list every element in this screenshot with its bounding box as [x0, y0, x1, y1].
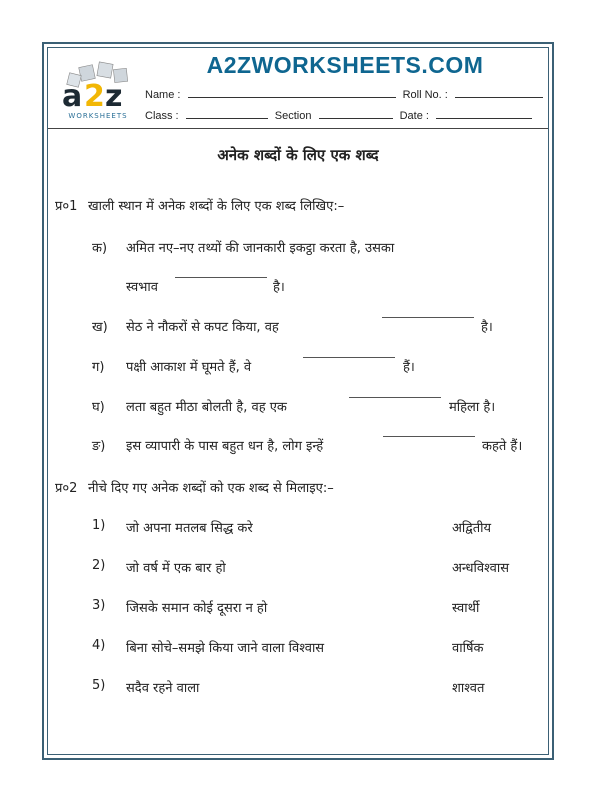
- name-blank[interactable]: [188, 88, 396, 98]
- logo-digit-2: 2: [84, 79, 105, 114]
- q1-item-label: ग): [92, 360, 105, 375]
- q2-item-label: 4): [92, 638, 106, 653]
- q1-item-text: है।: [273, 280, 285, 295]
- q1-number: प्र०1: [55, 199, 78, 214]
- q1-item-label: क): [92, 241, 108, 256]
- q1-item-text: महिला है।: [449, 400, 496, 415]
- class-blank[interactable]: [186, 109, 268, 119]
- site-title: A2ZWORKSHEETS.COM: [206, 52, 484, 78]
- a2z-logo: [58, 60, 138, 122]
- q2-item-label: 3): [92, 598, 106, 613]
- q2-item-left: जो अपना मतलब सिद्ध करे: [126, 521, 253, 536]
- answer-blank[interactable]: [382, 317, 474, 318]
- q1-item-text: अमित नए–नए तथ्यों की जानकारी इकट्ठा करता है, उसका: [126, 241, 395, 256]
- logo-subtext: WORKSHEETS: [68, 112, 128, 120]
- q1-item-text: सेठ ने नौकरों से कपट किया, वह: [126, 320, 279, 335]
- date-blank[interactable]: [436, 109, 532, 119]
- section-label: Section: [274, 110, 312, 122]
- q2-item-left: बिना सोचे–समझे किया जाने वाला विश्वास: [126, 641, 325, 656]
- q1-item-text: है।: [481, 320, 493, 335]
- header-divider: [48, 128, 548, 129]
- q2-item-label: 1): [92, 518, 106, 533]
- q2-number: प्र०2: [55, 481, 78, 496]
- q1-item-label: ख): [92, 320, 108, 335]
- q2-item-left: जिसके समान कोई दूसरा न हो: [126, 601, 268, 616]
- roll-label: Roll No. :: [402, 89, 448, 101]
- name-label: Name :: [145, 89, 181, 101]
- q1-item-text: लता बहुत मीठा बोलती है, वह एक: [126, 400, 287, 415]
- answer-blank[interactable]: [175, 277, 267, 278]
- q1-item-label: घ): [92, 400, 105, 415]
- q2-item-right: अन्धविश्वास: [452, 561, 510, 576]
- q1-instruction: खाली स्थान में अनेक शब्दों के लिए एक शब्द लिखिए:–: [88, 199, 345, 214]
- q1-item-text: हैं।: [403, 360, 415, 375]
- answer-blank[interactable]: [303, 357, 395, 358]
- q1-item-text: इस व्यापारी के पास बहुत धन है, लोग इन्हें: [126, 439, 324, 454]
- q1-item-label: ङ): [92, 439, 106, 454]
- name-roll-row: [145, 88, 547, 101]
- answer-blank[interactable]: [383, 436, 475, 437]
- q1-item-text: पक्षी आकाश में घूमते हैं, वे: [126, 360, 252, 375]
- answer-blank[interactable]: [349, 397, 441, 398]
- q2-item-right: स्वार्थी: [452, 601, 480, 616]
- section-blank[interactable]: [319, 109, 393, 119]
- worksheet-title: अनेक शब्दों के लिए एक शब्द: [217, 146, 379, 164]
- q2-item-right: वार्षिक: [452, 641, 484, 656]
- logo-letter-z: z: [105, 79, 123, 114]
- q2-item-left: सदैव रहने वाला: [126, 681, 200, 696]
- q1-item-text: कहते हैं।: [482, 439, 523, 454]
- q2-item-right: शाश्वत: [452, 681, 485, 696]
- class-label: Class :: [145, 110, 179, 122]
- roll-blank[interactable]: [455, 88, 543, 98]
- q2-item-label: 2): [92, 558, 106, 573]
- q2-item-label: 5): [92, 678, 106, 693]
- class-section-date-row: [145, 109, 536, 122]
- q2-item-right: अद्वितीय: [452, 521, 492, 536]
- q2-item-left: जो वर्ष में एक बार हो: [126, 561, 226, 576]
- q2-instruction: नीचे दिए गए अनेक शब्दों को एक शब्द से मिलाइए:–: [88, 481, 334, 496]
- q1-item-text: स्वभाव: [126, 280, 159, 295]
- date-label: Date :: [399, 110, 429, 122]
- logo-letter-a: a: [62, 79, 83, 114]
